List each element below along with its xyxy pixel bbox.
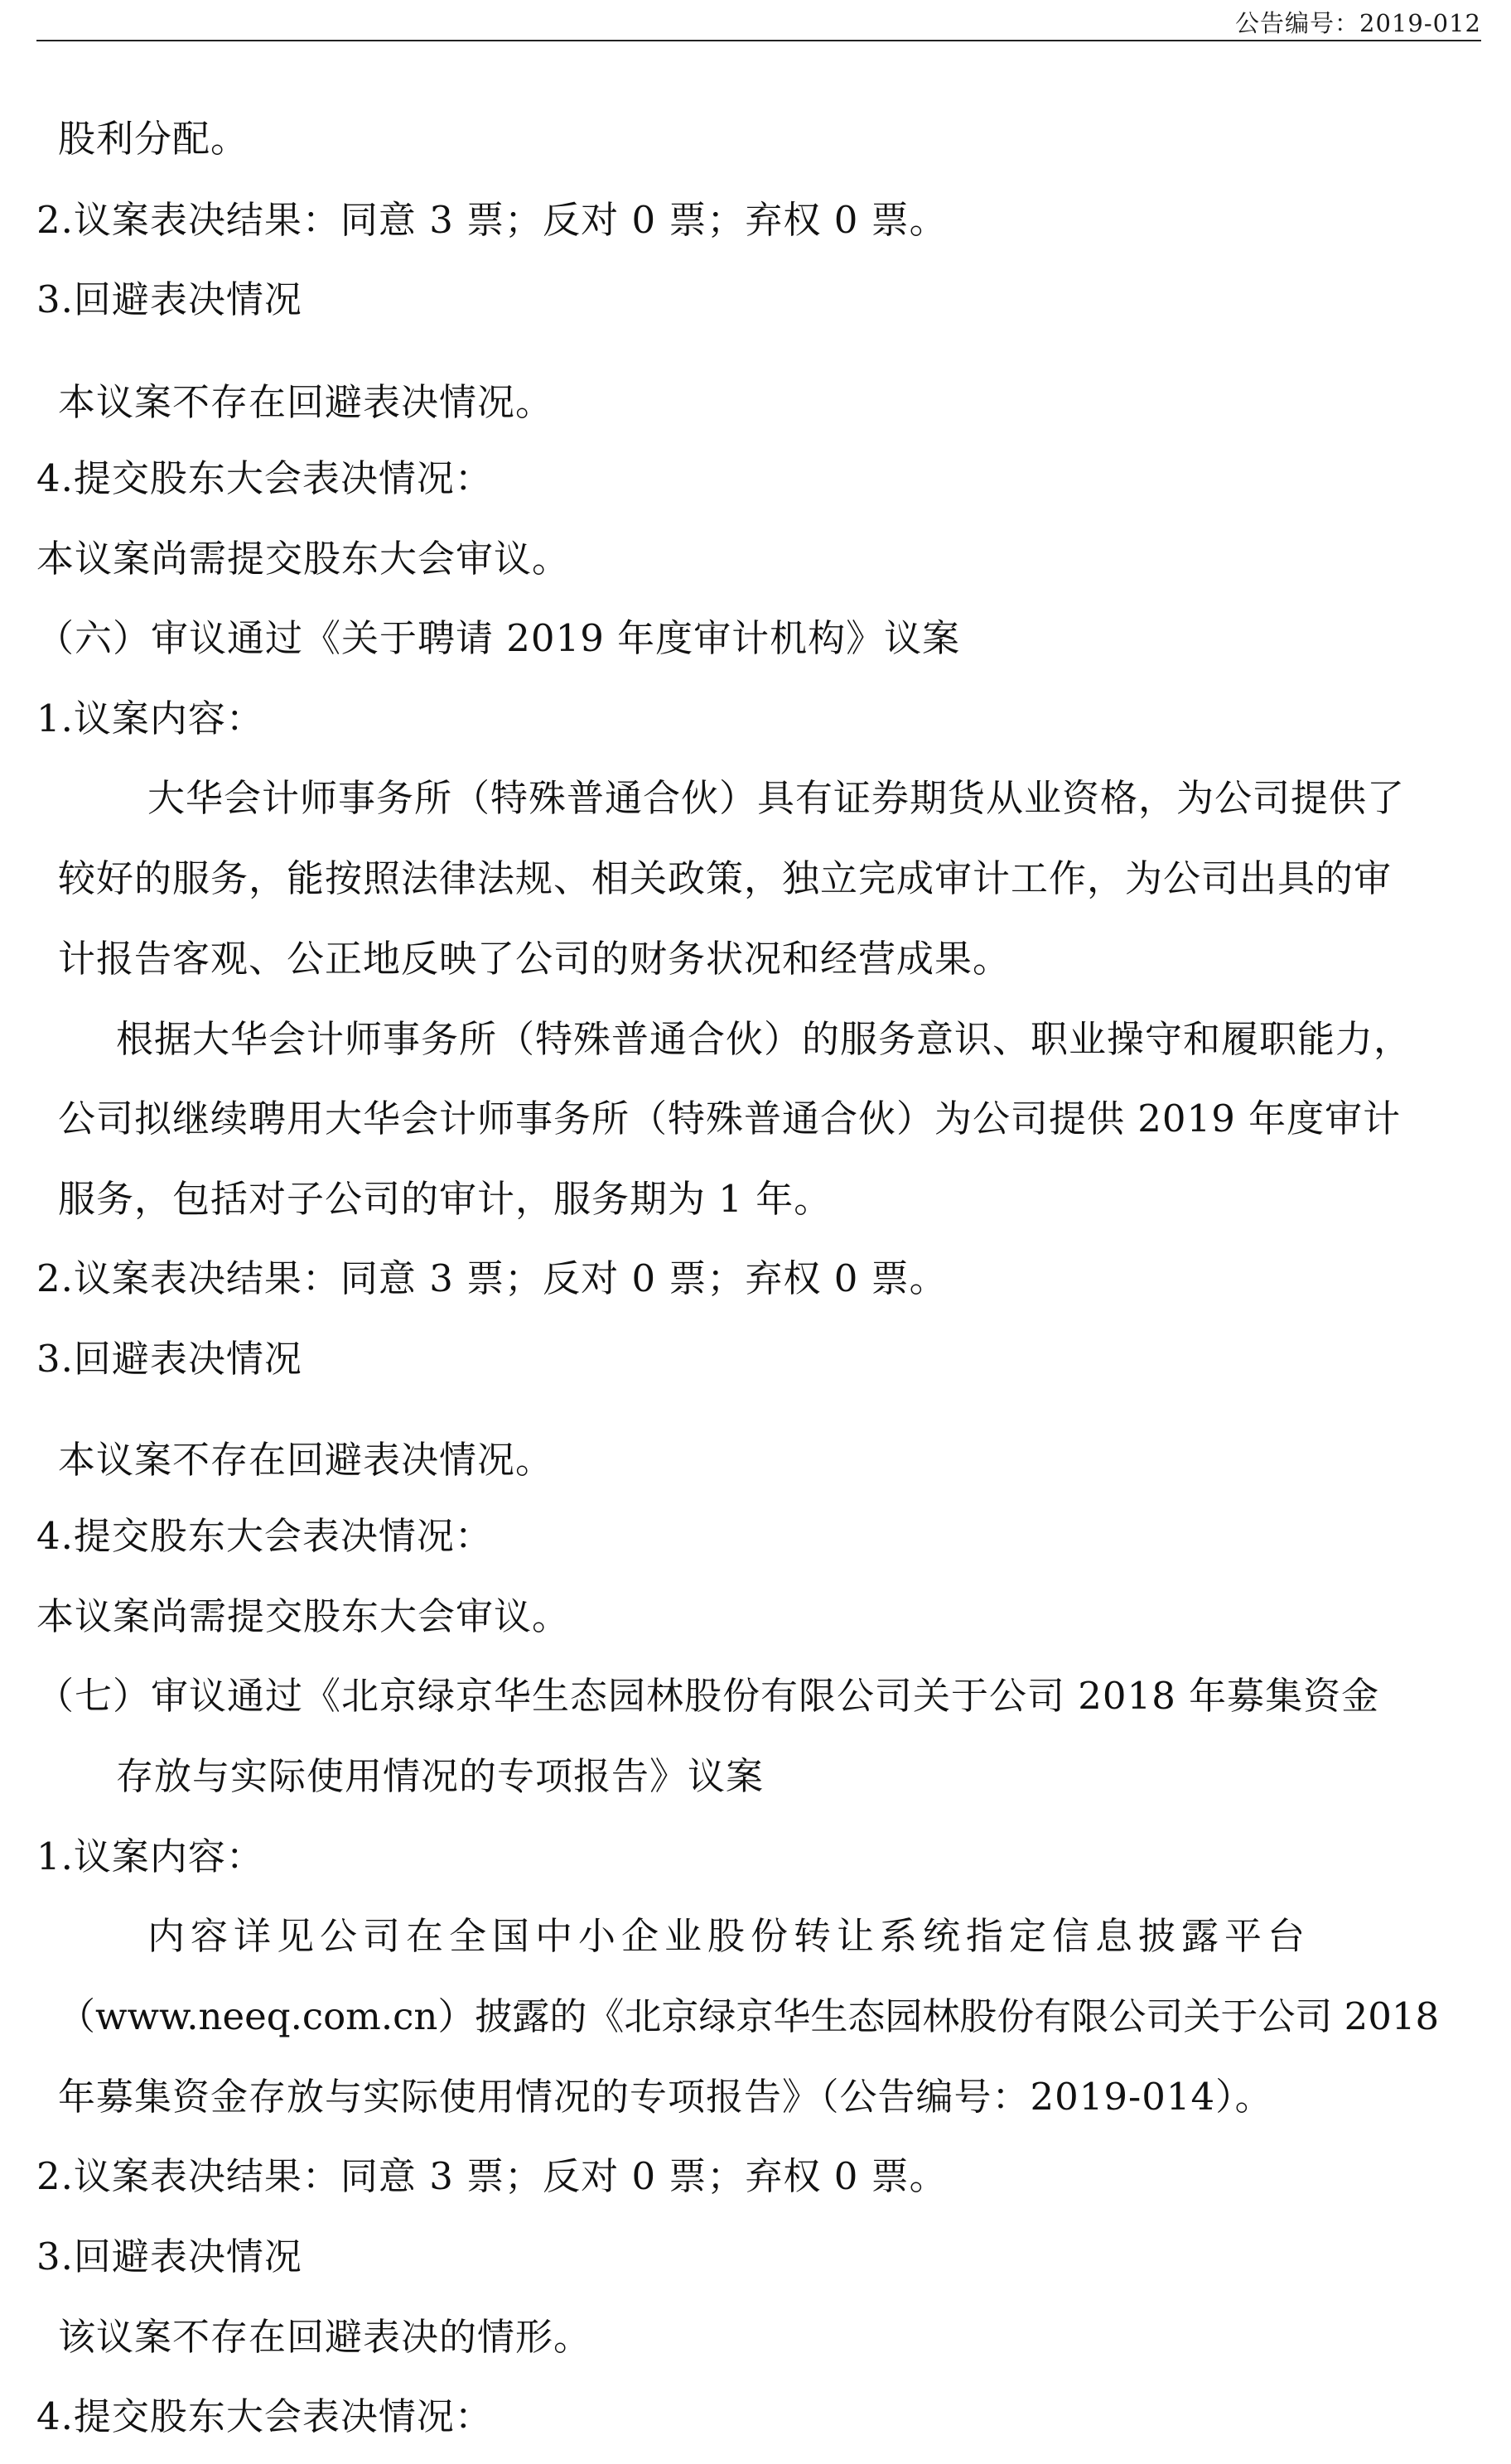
text-line: 股利分配。: [58, 117, 249, 161]
text-line: 本议案尚需提交股东大会审议。: [36, 1594, 571, 1638]
text-line: 计报告客观、公正地反映了公司的财务状况和经营成果。: [58, 937, 1011, 981]
text-line: 3.回避表决情况: [36, 2235, 302, 2278]
text-line: 本议案不存在回避表决情况。: [58, 380, 554, 424]
text-line: 年募集资金存放与实际使用情况的专项报告》（公告编号：2019-014）。: [58, 2075, 1273, 2119]
section-heading-continued: 存放与实际使用情况的专项报告》议案: [116, 1754, 765, 1798]
text-line: 4.提交股东大会表决情况：: [36, 1514, 493, 1558]
text-line: 1.议案内容：: [36, 697, 264, 740]
text-line: 公司拟继续聘用大华会计师事务所（特殊普通合伙）为公司提供 2019 年度审计: [58, 1097, 1402, 1140]
text-line: 3.回避表决情况: [36, 277, 302, 321]
text-line: 4.提交股东大会表决情况：: [36, 456, 493, 500]
text-line: 内容详见公司在全国中小企业股份转让系统指定信息披露平台: [147, 1914, 1311, 1958]
text-line: 3.回避表决情况: [36, 1337, 302, 1381]
header-rule: [36, 40, 1481, 41]
text-line: 2.议案表决结果：同意 3 票；反对 0 票；弃权 0 票。: [36, 2154, 948, 2198]
text-line: 服务，包括对子公司的审计，服务期为 1 年。: [58, 1177, 833, 1221]
text-line: （www.neeq.com.cn）披露的《北京绿京华生态园林股份有限公司关于公司 2018: [58, 1994, 1440, 2038]
text-line: 大华会计师事务所（特殊普通合伙）具有证券期货从业资格，为公司提供了: [147, 776, 1406, 820]
notice-number: 公告编号：2019-012: [1235, 9, 1481, 37]
text-line: 根据大华会计师事务所（特殊普通合伙）的服务意识、职业操守和履职能力，: [116, 1017, 1412, 1061]
text-line: 2.议案表决结果：同意 3 票；反对 0 票；弃权 0 票。: [36, 198, 948, 242]
text-line: 4.提交股东大会表决情况：: [36, 2394, 493, 2438]
text-line: 本议案尚需提交股东大会审议。: [36, 537, 571, 581]
text-line: 2.议案表决结果：同意 3 票；反对 0 票；弃权 0 票。: [36, 1256, 948, 1300]
section-heading: （七）审议通过《北京绿京华生态园林股份有限公司关于公司 2018 年募集资金: [36, 1674, 1380, 1718]
text-line: 1.议案内容：: [36, 1835, 264, 1878]
text-line: 该议案不存在回避表决的情形。: [58, 2315, 592, 2359]
text-line: 本议案不存在回避表决情况。: [58, 1438, 554, 1482]
section-heading: （六）审议通过《关于聘请 2019 年度审计机构》议案: [36, 616, 961, 660]
text-line: 较好的服务，能按照法律法规、相关政策，独立完成审计工作，为公司出具的审: [58, 856, 1393, 900]
